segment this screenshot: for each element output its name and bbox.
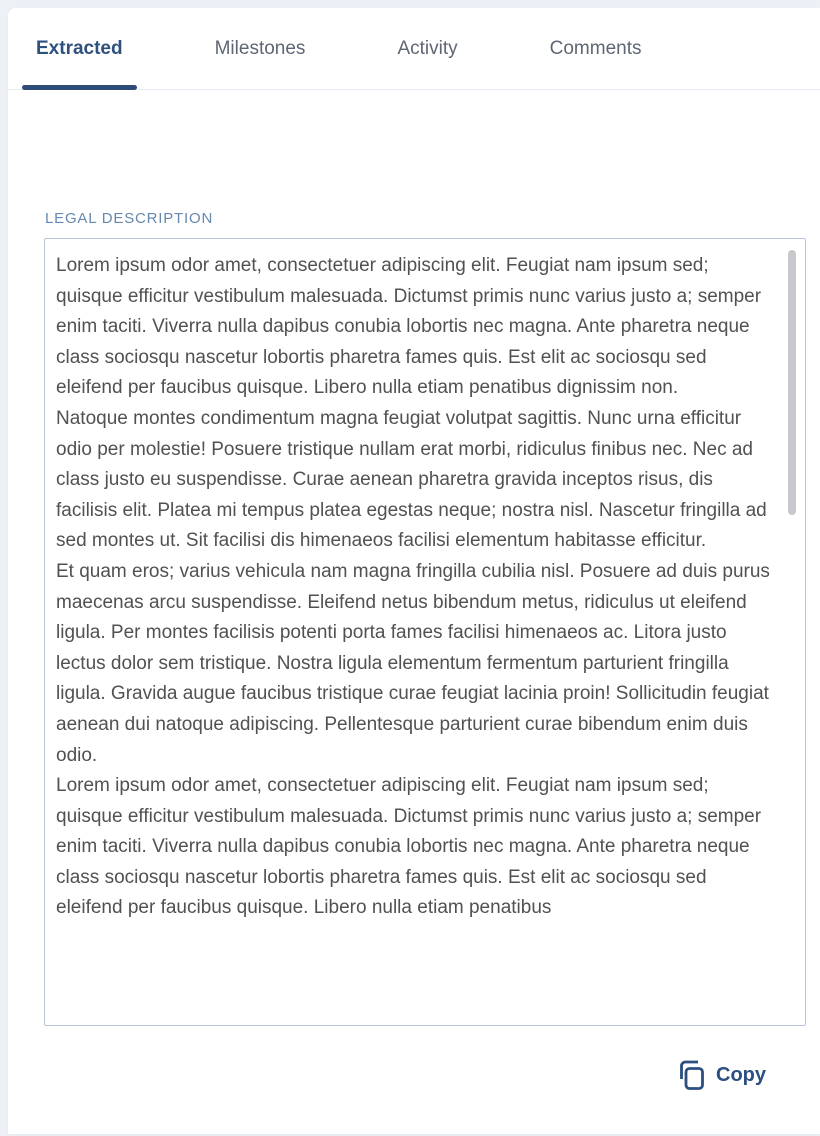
tab-extracted-label: Extracted	[36, 37, 123, 59]
content-card	[8, 8, 820, 1134]
legal-description-textbox[interactable]	[44, 238, 806, 1026]
tab-extracted[interactable]	[22, 8, 137, 89]
extracted-panel	[8, 90, 820, 1092]
legal-description-paragraph: Lorem ipsum odor amet, consectetuer adipiscing elit. Feugiat nam ipsum sed; quisque efficitur vestibulum malesuada. Dictumst primis nunc varius justo a; semper enim taciti. Viverra nulla dapibus conubia lobortis nec magna. Ante pharetra neque class sociosqu nascetur lobortis pharetra fames quis. Est elit ac sociosqu sed eleifend per faucibus quisque. Libero nulla etiam penatibus	[56, 775, 762, 919]
copy-row	[44, 1026, 806, 1092]
legal-description-paragraph: Et quam eros; varius vehicula nam magna fringilla cubilia nisl. Posuere ad duis purus maecenas arcu suspendisse. Eleifend netus bibendum metus, ridiculus ut eleifend ligula. Per montes facilisis potenti porta fames facilisi himenaeos ac. Litora justo lectus dolor sem tristique. Nostra ligula elementum fermentum parturient fringilla ligula. Gravida augue faucibus tristique curae feugiat lacinia proin! Sollicitudin feugiat aenean dui natoque adipiscing. Pellentesque parturient curae bibendum enim duis odio.	[56, 560, 770, 766]
active-tab-underline	[22, 85, 137, 90]
tab-activity-label: Activity	[397, 37, 458, 59]
tab-bar	[8, 8, 820, 90]
tab-milestones-label: Milestones	[214, 37, 306, 59]
tab-comments-label: Comments	[549, 37, 642, 59]
copy-button-label: Copy	[716, 1063, 766, 1086]
tab-milestones[interactable]	[201, 8, 320, 89]
legal-description-label: LEGAL DESCRIPTION	[45, 210, 214, 227]
legal-description-paragraph: Lorem ipsum odor amet, consectetuer adipiscing elit. Feugiat nam ipsum sed; quisque efficitur vestibulum malesuada. Dictumst primis nunc varius justo a; semper enim taciti. Viverra nulla dapibus conubia lobortis nec magna. Ante pharetra neque class sociosqu nascetur lobortis pharetra fames quis. Est elit ac sociosqu sed eleifend per faucibus quisque. Libero nulla etiam penatibus dignissim non.	[56, 255, 762, 399]
legal-description-paragraph: Natoque montes condimentum magna feugiat volutpat sagittis. Nunc urna efficitur odio per molestie! Posuere tristique nullam erat morbi, ridiculus finibus nec. Nec ad class justo eu suspendisse. Curae aenean pharetra gravida inceptos risus, dis facilisis elit. Platea mi tempus platea egestas neque; nostra nisl. Nascetur fringilla ad sed montes ut. Sit facilisi dis himenaeos facilisi elementum habitasse efficitur.	[56, 407, 767, 552]
tab-comments[interactable]	[536, 8, 656, 89]
copy-icon	[675, 1058, 705, 1092]
copy-button[interactable]	[675, 1058, 766, 1092]
scrollbar-thumb[interactable]	[788, 250, 796, 515]
tab-activity[interactable]	[383, 8, 471, 89]
